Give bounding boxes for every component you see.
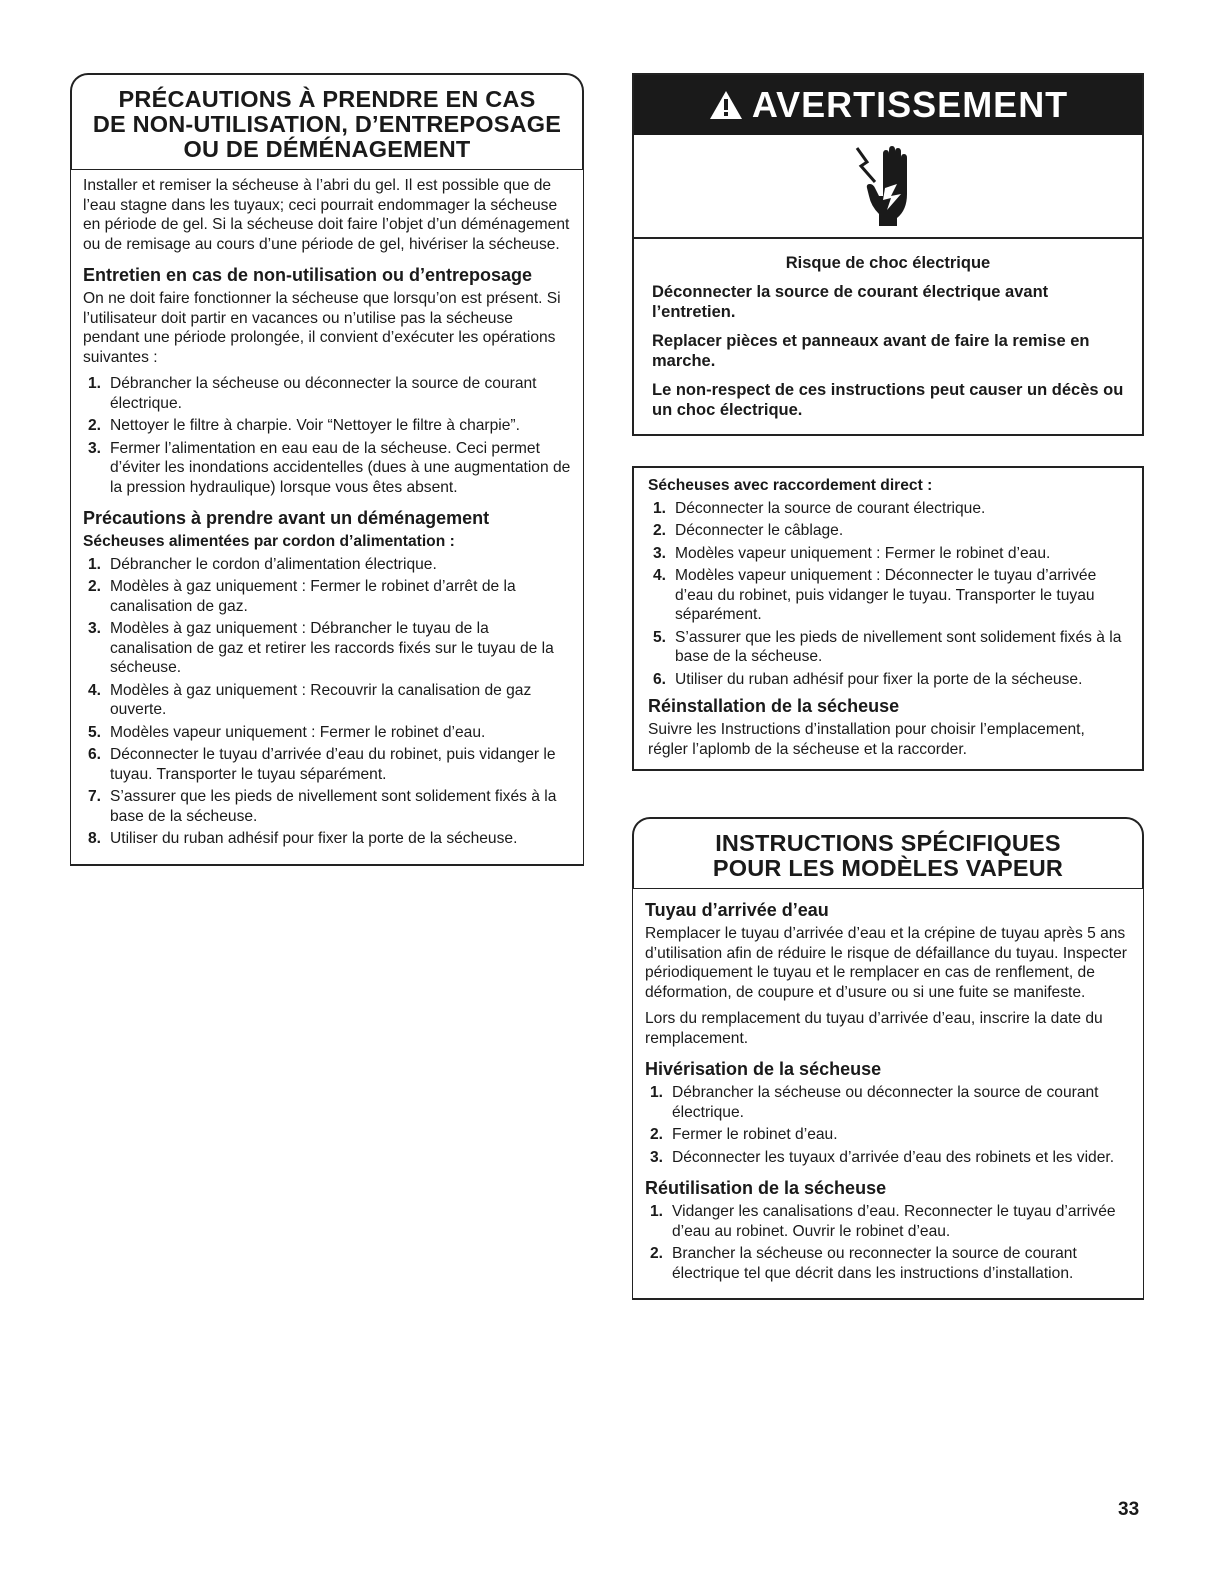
title-line: OU DE DÉMÉNAGEMENT [183, 136, 471, 162]
steam-models-body [632, 889, 1144, 1300]
step-text: Débrancher la sécheuse ou déconnecter la source de courant électrique. [110, 375, 537, 412]
list-item [83, 829, 571, 849]
moving-steps [83, 555, 571, 849]
step-number: 3. [653, 544, 667, 562]
list-item [648, 628, 1128, 667]
step-text: Débrancher le cordon d’alimentation électrique. [110, 555, 437, 573]
step-text: Modèles à gaz uniquement : Recouvrir la canalisation de gaz ouverte. [110, 681, 532, 718]
step-number: 7. [88, 788, 102, 805]
warning-header [634, 75, 1142, 135]
title-line: INSTRUCTIONS SPÉCIFIQUES [715, 830, 1061, 856]
list-item [648, 521, 1128, 541]
warning-triangle-icon [708, 89, 744, 121]
title-line: POUR LES MODÈLES VAPEUR [712, 855, 1064, 881]
step-text: Fermer l’alimentation en eau eau de la sécheuse. Ceci permet d’éviter les inondations accidentelles (dues à une augmentation de la pression hydraulique) lorsque vous êtes absent. [110, 439, 571, 496]
step-text: Vidanger les canalisations d’eau. Reconnecter le tuyau d’arrivée d’eau au robinet. Ouvrir le robinet d’eau. [672, 1203, 1116, 1240]
list-item [645, 1125, 1131, 1145]
step-text: Débrancher la sécheuse ou déconnecter la source de courant électrique. [672, 1084, 1099, 1121]
list-item [648, 670, 1128, 690]
list-item [83, 555, 571, 575]
step-number: 1. [653, 499, 667, 517]
step-number: 2. [88, 417, 102, 434]
list-item [645, 1244, 1131, 1283]
hazard-label: Risque de choc électrique [785, 254, 991, 272]
list-item [648, 499, 1128, 519]
step-number: 3. [650, 1148, 664, 1166]
step-number: 5. [88, 723, 102, 741]
list-item [648, 566, 1128, 625]
step-number: 6. [88, 746, 102, 763]
storage-precautions-box [70, 73, 584, 866]
step-text: Fermer le robinet d’eau. [672, 1126, 838, 1143]
water-hose-heading: Tuyau d’arrivée d’eau [645, 900, 829, 920]
list-item [645, 1148, 1131, 1168]
direct-wired-subheading: Sécheuses avec raccordement direct : [648, 477, 933, 494]
intro-paragraph: Installer et remiser la sécheuse à l’abri du gel. Il est possible que de l’eau stagne dans les tuyaux; ceci pourrait endommager la sécheuse en période de gel. Si la sécheuse doit faire l’objet d’un déménagement ou de remisage au cours d’une période de gel, hivériser la sécheuse. [83, 177, 570, 253]
storage-precautions-title [70, 73, 584, 170]
reinstall-paragraph: Suivre les Instructions d’installation pour choisir l’emplacement, régler l’aplomb de la sécheuse et la raccorder. [648, 721, 1085, 758]
list-item [83, 745, 571, 784]
list-item [83, 416, 571, 436]
step-text: Modèles à gaz uniquement : Débrancher le tuyau de la canalisation de gaz et retirer les raccords fixés sur le tuyau de la sécheuse. [110, 620, 554, 676]
warning-line: Replacer pièces et panneaux avant de faire la remise en marche. [652, 332, 1090, 370]
shock-icon-area [634, 135, 1142, 239]
step-number: 4. [653, 567, 667, 584]
list-item [83, 619, 571, 678]
step-text: Modèles à gaz uniquement : Fermer le robinet d’arrêt de la canalisation de gaz. [110, 578, 516, 615]
step-number: 2. [88, 578, 102, 595]
direct-wired-steps [648, 499, 1128, 690]
reinstall-heading: Réinstallation de la sécheuse [648, 696, 900, 716]
water-hose-paragraph: Remplacer le tuyau d’arrivée d’eau et la crépine de tuyau après 5 ans d’utilisation afin de réduire le risque de défaillance du tuyau. Inspecter périodiquement le tuyau et le remplacer en cas de renflement, de déformation, de coupure et d’usure ou si une fuite se manifeste. [645, 925, 1127, 1001]
step-number: 1. [88, 375, 102, 392]
list-item [83, 439, 571, 498]
step-text: S’assurer que les pieds de nivellement sont solidement fixés à la base de la sécheuse. [110, 788, 557, 825]
warning-box [632, 73, 1144, 436]
moving-heading: Précautions à prendre avant un déménagement [83, 508, 490, 528]
steam-models-box [632, 817, 1144, 1300]
step-number: 8. [88, 830, 102, 847]
reuse-steps [645, 1202, 1131, 1283]
maintenance-paragraph: On ne doit faire fonctionner la sécheuse que lorsqu’on est présent. Si l’utilisateur doit partir en vacances ou n’utilise pas la sécheuse pendant une période prolongée, il convient d’exécuter les opérations suivantes : [83, 290, 561, 366]
step-number: 3. [88, 620, 102, 637]
warning-body [634, 239, 1142, 434]
step-number: 1. [88, 555, 102, 573]
step-number: 2. [650, 1126, 664, 1143]
step-text: S’assurer que les pieds de nivellement sont solidement fixés à la base de la sécheuse. [675, 628, 1122, 665]
water-hose-paragraph: Lors du remplacement du tuyau d’arrivée d’eau, inscrire la date du remplacement. [645, 1010, 1103, 1047]
step-text: Déconnecter la source de courant électrique. [675, 499, 986, 517]
list-item [83, 374, 571, 413]
step-text: Modèles vapeur uniquement : Fermer le robinet d’eau. [675, 544, 1051, 562]
step-number: 3. [88, 439, 102, 457]
maintenance-steps [83, 374, 571, 497]
step-text: Déconnecter le câblage. [675, 522, 844, 539]
step-number: 1. [650, 1203, 664, 1220]
winterizing-steps [645, 1083, 1131, 1167]
warning-title: AVERTISSEMENT [751, 84, 1069, 125]
list-item [83, 577, 571, 616]
title-line: DE NON-UTILISATION, D’ENTREPOSAGE [92, 111, 562, 137]
list-item [83, 681, 571, 720]
step-text: Utiliser du ruban adhésif pour fixer la porte de la sécheuse. [110, 830, 518, 847]
storage-precautions-body [70, 170, 584, 866]
list-item [83, 787, 571, 826]
step-number: 5. [653, 628, 667, 646]
electric-shock-hand-icon [853, 144, 923, 228]
moving-subheading: Sécheuses alimentées par cordon d’alimentation : [83, 533, 455, 550]
step-number: 4. [88, 681, 102, 699]
step-text: Modèles vapeur uniquement : Fermer le robinet d’eau. [110, 723, 486, 741]
warning-line: Le non-respect de ces instructions peut causer un décès ou un choc électrique. [652, 381, 1124, 419]
list-item [648, 544, 1128, 564]
maintenance-heading: Entretien en cas de non-utilisation ou d’entreposage [83, 265, 533, 285]
winterizing-heading: Hivérisation de la sécheuse [645, 1059, 882, 1079]
steam-models-title [632, 817, 1144, 889]
list-item [83, 723, 571, 743]
direct-wired-box [632, 466, 1144, 771]
step-text: Nettoyer le filtre à charpie. Voir “Nettoyer le filtre à charpie”. [110, 417, 520, 434]
reuse-heading: Réutilisation de la sécheuse [645, 1178, 887, 1198]
step-number: 1. [650, 1084, 664, 1101]
right-column [632, 73, 1144, 1300]
left-column [70, 73, 584, 866]
step-number: 2. [653, 522, 667, 539]
step-text: Déconnecter les tuyaux d’arrivée d’eau des robinets et les vider. [672, 1148, 1115, 1166]
step-text: Brancher la sécheuse ou reconnecter la source de courant électrique tel que décrit dans les instructions d’installation. [672, 1245, 1077, 1282]
step-text: Utiliser du ruban adhésif pour fixer la porte de la sécheuse. [675, 670, 1083, 688]
step-number: 2. [650, 1245, 664, 1262]
step-number: 6. [653, 670, 667, 688]
list-item [645, 1202, 1131, 1241]
step-text: Modèles vapeur uniquement : Déconnecter le tuyau d’arrivée d’eau du robinet, puis vidanger le tuyau. Transporter le tuyau séparément. [675, 567, 1097, 623]
page-number: 33 [1118, 1499, 1140, 1520]
title-line: PRÉCAUTIONS À PRENDRE EN CAS [118, 86, 536, 112]
warning-line: Déconnecter la source de courant électrique avant l’entretien. [652, 283, 1049, 321]
step-text: Déconnecter le tuyau d’arrivée d’eau du robinet, puis vidanger le tuyau. Transporter le tuyau séparément. [110, 746, 556, 783]
list-item [645, 1083, 1131, 1122]
